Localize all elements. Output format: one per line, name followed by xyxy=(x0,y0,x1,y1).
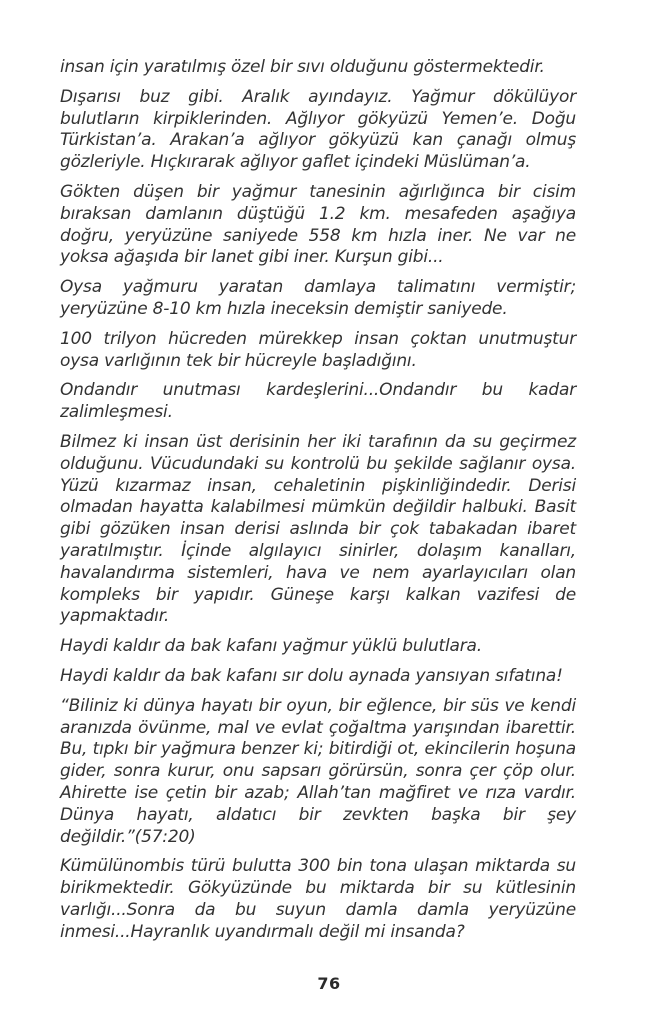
paragraph-continuation: insan için yaratılmış özel bir sıvı olduğunu göstermektedir. xyxy=(60,57,545,77)
page-footer xyxy=(0,974,658,993)
paragraph-quote: “Biliniz ki dünya hayatı bir oyun, bir eğlence, bir süs ve kendi aranızda övünme, mal ve evlat çoğaltma yarışından ibarettir. Bu, tıpkı bir yağmura benzer ki; bitirdiği ot, ekincilerin hoşuna gider, sonra kurur, onu sapsarı görürsün, sonra çer çöp olur. Ahirette ise çetin bir azab; Allah’tan mağfiret ve rıza vardır. Dünya hayatı, aldatıcı bir zevkten başka bir şey değildir.”(57:20) xyxy=(60,695,576,847)
paragraph: Dışarısı buz gibi. Aralık ayındayız. Yağmur dökülüyor bulutların kirpiklerinden. Ağlıyor gökyüzü Yemen’e. Doğu Türkistan’a. Arakan’a ağlıyor gökyüzü kan çanağı olmuş gözleriyle. Hıçkırarak ağlıyor gaflet içindeki Müslüman’a. xyxy=(60,86,576,173)
paragraph: Bilmez ki insan üst derisinin her iki tarafının da su geçirmez olduğunu. Vücudundaki su kontrolü bu şekilde sağlanır oysa. Yüzü kızarmaz insan, cehaletinin pişkinliğindedir. Derisi olmadan hayatta kalabilmesi mümkün değildir halbuki. Basit gibi gözüken insan derisi aslında bir çok tabakadan ibaret yaratılmıştır. İçinde algılayıcı sinirler, dolaşım kanalları, havalandırma sistemleri, hava ve nem ayarlayıcıları olan kompleks bir yapıdır. Güneşe karşı kalkan vazifesi de yapmaktadır. xyxy=(60,431,576,627)
paragraph: Gökten düşen bir yağmur tanesinin ağırlığınca bir cisim bıraksan damlanın düştüğü 1.2 km. mesafeden aşağıya doğru, yeryüzüne saniyede 558 km hızla iner. Ne var ne yoksa ağaşıda bir lanet gibi iner. Kurşun gibi... xyxy=(60,181,576,268)
paragraph: Oysa yağmuru yaratan damlaya talimatını vermiştir; yeryüzüne 8-10 km hızla ineceksin demiştir saniyede. xyxy=(60,277,576,319)
paragraph: 100 trilyon hücreden mürekkep insan çoktan unutmuştur oysa varlığının tek bir hücreyle başladığını. xyxy=(60,328,576,371)
paragraph: Haydi kaldır da bak kafanı yağmur yüklü bulutlara. xyxy=(60,636,482,657)
paragraph: Ondandır unutması kardeşlerini...Ondandır bu kadar zalimleşmesi. xyxy=(60,380,576,423)
page-number: 76 xyxy=(317,974,341,993)
paragraph: Haydi kaldır da bak kafanı sır dolu aynada yansıyan sıfatına! xyxy=(60,665,563,686)
page-body-text xyxy=(60,57,576,951)
paragraph: Kümülünombis türü bulutta 300 bin tona ulaşan miktarda su birikmektedir. Gökyüzünde bu miktarda bir su kütlesinin varlığı...Sonra da bu suyun damla damla yeryüzüne inmesi...Hayranlık uyandırmalı değil mi insanda? xyxy=(60,856,576,942)
